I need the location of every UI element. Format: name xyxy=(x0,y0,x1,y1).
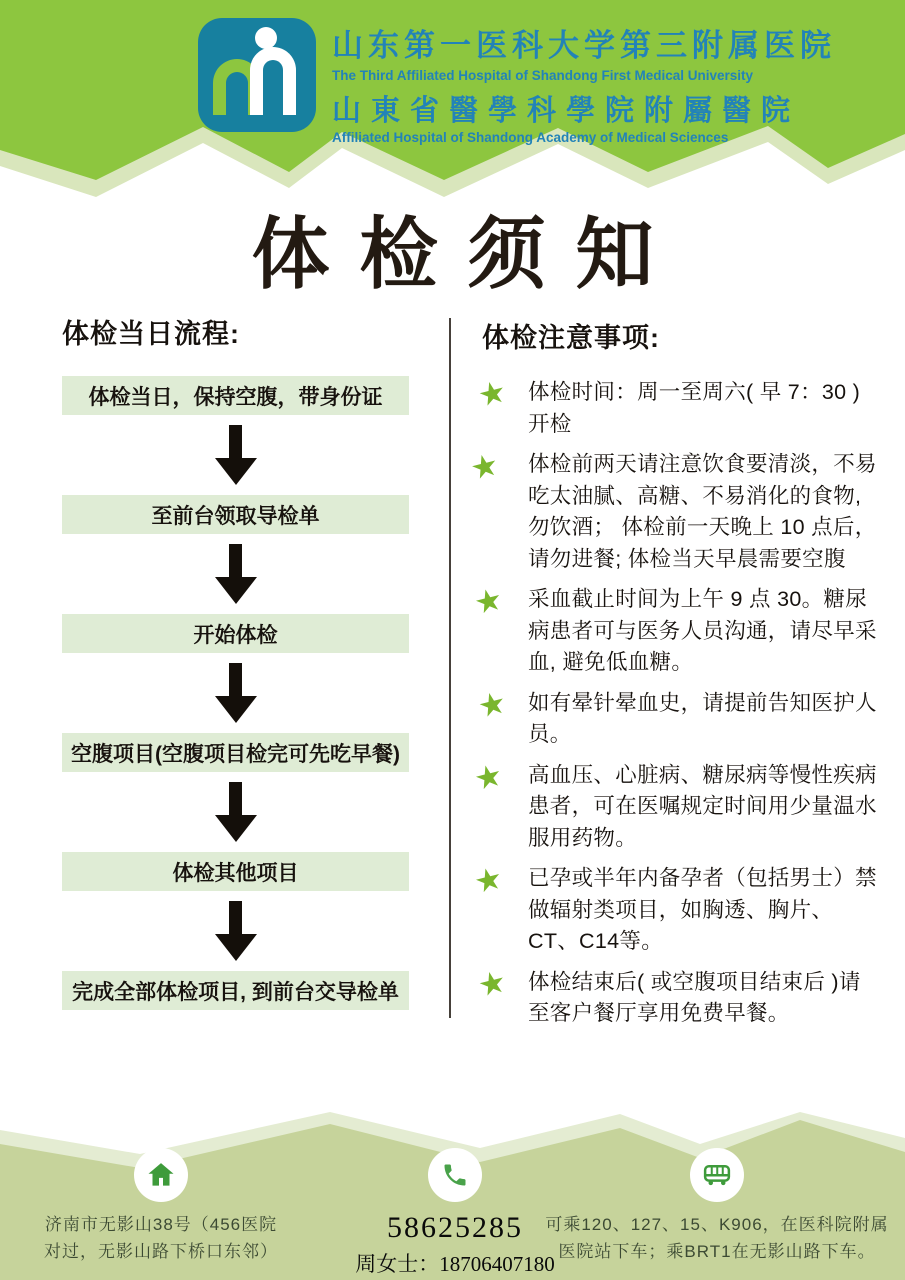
note-text: 体检前两天请注意饮食要清淡，不易吃太油腻、高糖、不易消化的食物, 勿饮酒； 体检前一天晚上 10 点后，请勿进餐; 体检当天早晨需要空腹 xyxy=(528,452,877,571)
flow-step-2: 至前台领取导检单 xyxy=(62,495,409,534)
note-text: 体检时间：周一至周六( 早 7：30 ) 开检 xyxy=(528,380,861,436)
arrow-down-icon xyxy=(62,653,409,733)
flow-section xyxy=(62,312,409,1010)
phone-number-main: 58625285 xyxy=(387,1211,523,1244)
phone-number-contact: 周女士：18706407180 xyxy=(355,1252,555,1276)
note-item xyxy=(474,683,882,751)
flow-heading: 体检当日流程: xyxy=(62,319,240,349)
flow-step-6: 完成全部体检项目, 到前台交导检单 xyxy=(62,971,409,1010)
hospital-name-cn-2: 山東省醫學科學院附屬醫院 xyxy=(332,95,801,127)
note-text: 已孕或半年内备孕者（包括男士）禁做辐射类项目，如胸透、胸片、CT、C14等。 xyxy=(528,866,877,953)
notes-heading: 体检注意事项: xyxy=(482,323,660,353)
page-title: 体检须知 xyxy=(251,210,684,300)
arrow-down-icon xyxy=(62,772,409,852)
logo-dot xyxy=(255,27,277,49)
header xyxy=(0,0,905,210)
address-line-2: 对过，无影山路下桥口东邻） xyxy=(44,1242,278,1261)
note-item xyxy=(470,580,882,679)
arrow-down-icon xyxy=(62,415,409,495)
hospital-name-en-1: The Third Affiliated Hospital of Shandong First Medical University xyxy=(332,68,754,83)
arrow-down-icon xyxy=(62,534,409,614)
star-icon: ★ xyxy=(474,683,510,725)
home-icon xyxy=(134,1148,188,1202)
flow-step-5: 体检其他项目 xyxy=(62,852,409,891)
footer xyxy=(0,1112,905,1280)
note-text: 高血压、心脏病、糖尿病等慢性疾病患者，可在医嘱规定时间用少量温水服用药物。 xyxy=(528,762,877,850)
note-item xyxy=(474,373,882,440)
star-icon: ★ xyxy=(474,962,510,1004)
notes-section xyxy=(466,316,882,1039)
note-item xyxy=(474,962,882,1030)
hospital-name-en-2: Affiliated Hospital of Shandong Academy of Medical Sciences xyxy=(332,130,729,145)
phone-icon xyxy=(428,1148,482,1202)
note-text: 如有晕针晕血史，请提前告知医护人员。 xyxy=(528,690,877,746)
note-item xyxy=(470,859,882,958)
hospital-logo-icon xyxy=(198,18,316,132)
logo-white-arch xyxy=(250,47,296,115)
flow-step-3: 开始体检 xyxy=(62,614,409,653)
flow-step-4: 空腹项目(空腹项目检完可先吃早餐) xyxy=(62,733,409,772)
bus-line-2: 医院站下车；乘BRT1在无影山路下车。 xyxy=(558,1242,876,1261)
star-icon: ★ xyxy=(470,859,507,901)
bus-icon xyxy=(690,1148,744,1202)
note-text: 采血截止时间为上午 9 点 30。糖尿病患者可与医务人员沟通，请尽早采血, 避免低血糖。 xyxy=(528,587,877,674)
footer-address xyxy=(44,1148,278,1265)
star-icon: ★ xyxy=(474,373,510,414)
column-divider xyxy=(449,318,451,1018)
note-item xyxy=(470,756,882,855)
star-icon: ★ xyxy=(466,446,503,487)
star-icon: ★ xyxy=(470,756,507,797)
hospital-name-cn-1: 山东第一医科大学第三附属医院 xyxy=(332,28,836,63)
flow-step-1: 体检当日，保持空腹，带身份证 xyxy=(62,376,409,415)
arrow-down-icon xyxy=(62,891,409,971)
footer-phone xyxy=(335,1148,575,1278)
note-item xyxy=(466,446,882,575)
footer-bus xyxy=(545,1148,889,1265)
address-line-1: 济南市无影山38号（456医院 xyxy=(44,1215,278,1234)
bus-line-1: 可乘120、127、15、K906，在医科院附属 xyxy=(545,1215,889,1234)
note-text: 体检结束后( 或空腹项目结束后 )请至客户餐厅享用免费早餐。 xyxy=(528,969,861,1025)
star-icon: ★ xyxy=(470,580,507,622)
hospital-names xyxy=(332,18,836,145)
